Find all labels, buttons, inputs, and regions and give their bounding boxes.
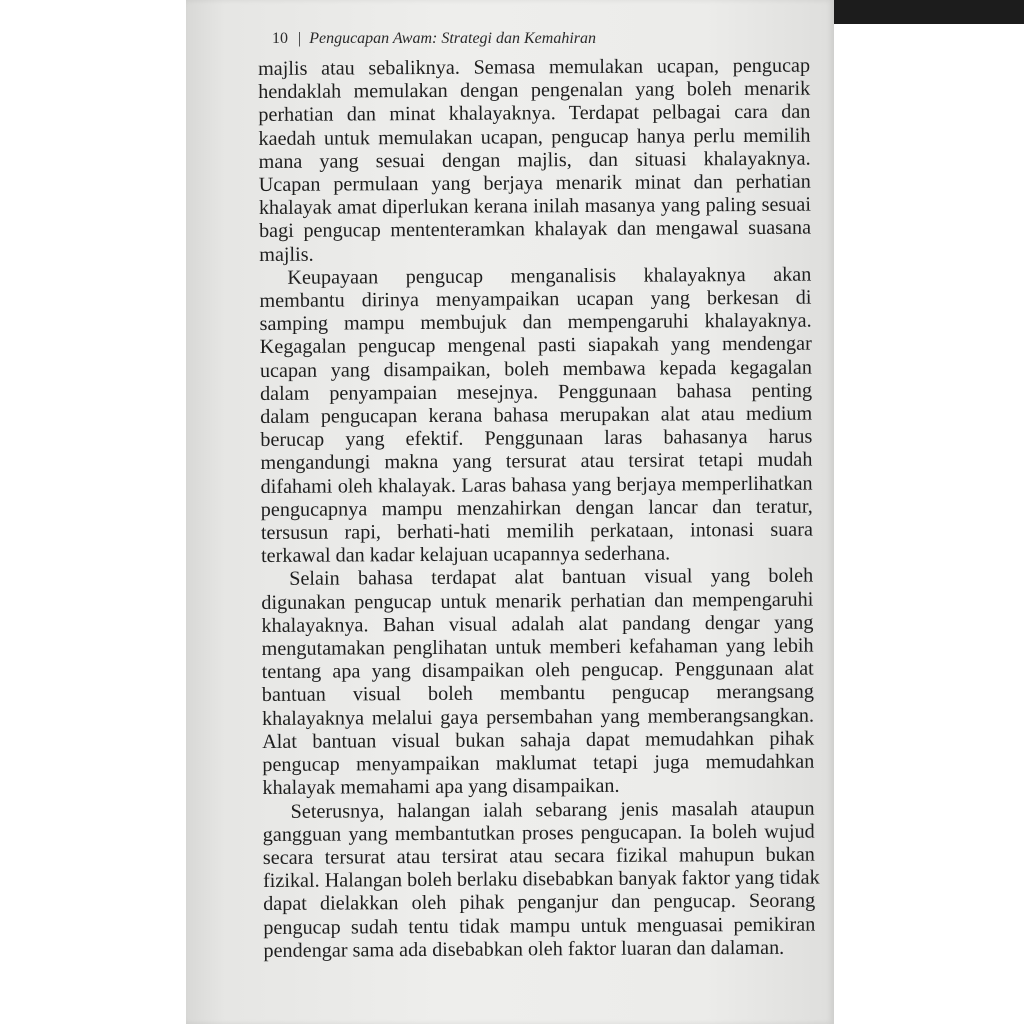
text-line: dapat dielakkan oleh pihak penganjur dan pengucap. Seorang <box>263 889 816 916</box>
text-line: khalayaknya. Bahan visual adalah alat pandang dengar yang <box>261 611 814 637</box>
text-line: membantu dirinya menyampaikan ucapan yang berkesan di <box>259 286 812 313</box>
page-number: 10 <box>272 30 288 47</box>
text-line: bantuan visual boleh membantu pengucap merangsang <box>261 681 814 707</box>
text-line: Ucapan permulaan yang berjaya menarik minat dan perhatian <box>258 170 811 197</box>
text-line: mengandungi makna yang tersurat atau tersirat tetapi mudah <box>260 449 813 475</box>
text-line: Selain bahasa terdapat alat bantuan visual yang boleh <box>289 565 814 591</box>
paragraph <box>262 797 820 963</box>
text-line: hendaklah memulakan dengan pengenalan yang boleh menarik <box>258 77 811 104</box>
text-line: Keupayaan pengucap menganalisis khalayaknya akan <box>287 263 812 289</box>
text-line: secara tersurat atau tersirat atau secara fizikal mahupun bukan <box>262 843 815 869</box>
text-line: khalayak amat diperlukan kerana inilah masanya yang paling sesuai <box>258 193 811 220</box>
text-line: majlis atau sebaliknya. Semasa memulakan ucapan, pengucap <box>258 54 811 80</box>
text-line: majlis. <box>259 243 314 266</box>
text-line: dalam penyampaian mesejnya. Penggunaan bahasa penting <box>259 379 813 405</box>
text-line: digunakan pengucap untuk menarik perhatian dan mempengaruhi <box>261 588 814 614</box>
text-line: bagi pengucap mententeramkan khalayak dan mengawal suasana <box>258 217 812 243</box>
text-line: dalam pengucapan kerana bahasa merupakan alat atau medium <box>260 402 813 429</box>
text-line: kaedah untuk memulakan ucapan, pengucap hanya perlu memilih <box>258 124 811 150</box>
left-margin <box>0 0 186 1024</box>
text-line: pengucapnya mampu menzahirkan dengan lancar dan teratur, <box>260 495 813 521</box>
text-line: Kegagalan pengucap mengenal pasti siapakah yang mendengar <box>259 333 812 359</box>
book-page <box>186 0 834 1024</box>
running-title: Pengucapan Awam: Strategi dan Kemahiran <box>309 30 596 47</box>
text-line: perhatian dan minat khalayaknya. Terdapat pelbagai cara dan <box>258 101 811 127</box>
text-line: gangguan yang membantutkan proses pengucapan. Ia boleh wujud <box>262 820 815 846</box>
text-line: pengucap menyampaikan maklumat tetapi juga memudahkan <box>262 750 815 777</box>
text-line: fizikal. Halangan boleh berlaku disebabkan banyak faktor yang tidak <box>262 866 820 893</box>
body-text <box>258 54 820 963</box>
text-line: pengucap sudah tentu tidak mampu untuk menguasai pemikiran <box>263 913 816 939</box>
text-line: mengutamakan penglihatan untuk memberi kefahaman yang lebih <box>261 634 814 661</box>
header-separator: | <box>298 30 302 47</box>
text-line: terkawal dan kadar kelajuan ucapannya sederhana. <box>260 542 671 568</box>
text-line: berucap yang efektif. Penggunaan laras bahasanya harus <box>260 425 813 452</box>
text-line: mana yang sesuai dengan majlis, dan situasi khalayaknya. <box>258 147 811 173</box>
running-header <box>272 30 772 48</box>
text-line: pendengar sama ada disebabkan oleh faktor luaran dan dalaman. <box>263 936 785 962</box>
text-line: Seterusnya, halangan ialah sebarang jenis masalah ataupun <box>290 797 815 823</box>
paragraph <box>258 55 811 267</box>
text-line: ucapan yang disampaikan, boleh membawa kepada kegagalan <box>259 356 812 382</box>
right-margin <box>834 0 1024 1024</box>
text-line: Alat bantuan visual bukan sahaja dapat memudahkan pihak <box>262 727 815 753</box>
text-line: samping mampu membujuk dan mempengaruhi khalayaknya. <box>259 309 812 336</box>
paragraph <box>261 565 814 800</box>
text-line: tentang apa yang disampaikan oleh pengucap. Penggunaan alat <box>261 657 814 684</box>
background-corner <box>834 0 1024 24</box>
text-line: khalayaknya melalui gaya persembahan yang memberangsangkan. <box>261 704 815 730</box>
text-line: difahami oleh khalayak. Laras bahasa yang berjaya memperlihatkan <box>260 472 813 498</box>
text-line: tersusun rapi, berhati-hati memilih perkataan, intonasi suara <box>260 518 813 545</box>
text-line: khalayak memahami apa yang disampaikan. <box>262 775 620 800</box>
paragraph <box>259 263 813 568</box>
